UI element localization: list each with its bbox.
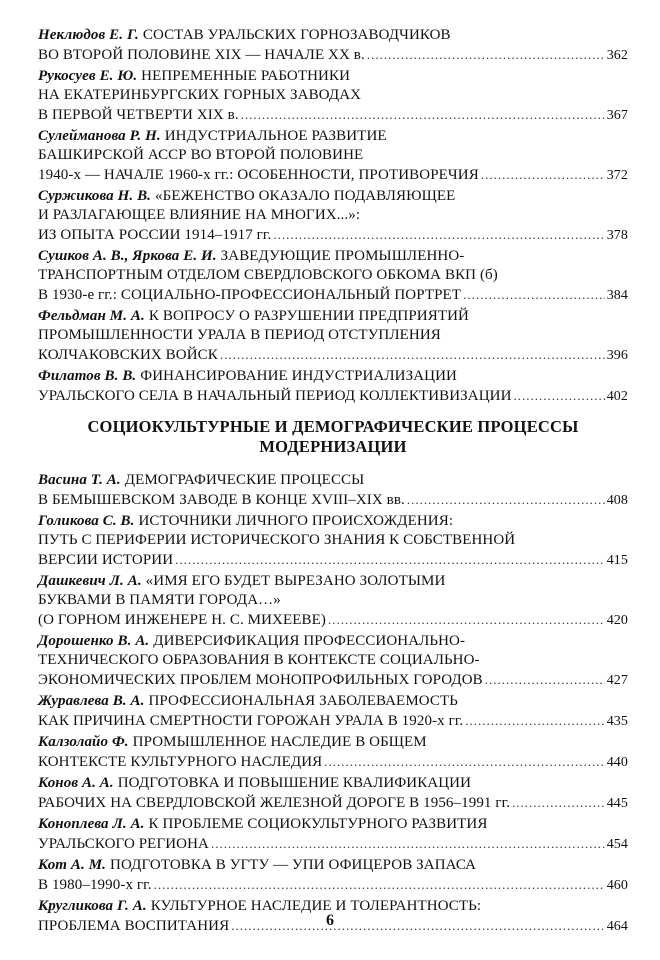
toc-entry[interactable] xyxy=(38,572,628,630)
toc-entry-line xyxy=(38,774,628,793)
dot-leader xyxy=(514,386,605,405)
entry-title-text: ТЕХНИЧЕСКОГО ОБРАЗОВАНИЯ В КОНТЕКСТЕ СОЦИАЛЬНО- xyxy=(38,652,480,668)
entry-title-text: В БЕМЫШЕВСКОМ ЗАВОДЕ В КОНЦЕ XVIII–XIX вв. xyxy=(38,492,405,508)
entry-title-text: ПУТЬ С ПЕРИФЕРИИ ИСТОРИЧЕСКОГО ЗНАНИЯ К СОБСТВЕННОЙ xyxy=(38,532,516,548)
toc-entry-line xyxy=(38,45,628,65)
toc-entry[interactable] xyxy=(38,367,628,406)
toc-entry[interactable] xyxy=(38,26,628,65)
entry-author: Коноплева Л. А. xyxy=(38,816,145,832)
entry-page-number: 454 xyxy=(606,837,628,852)
entry-title-text: И РАЗЛАГАЮЩЕЕ ВЛИЯНИЕ НА МНОГИХ...»: xyxy=(38,207,361,223)
entry-title-text: ЗАВЕДУЮЩИЕ ПРОМЫШЛЕННО- xyxy=(220,248,465,264)
entry-page-number: 445 xyxy=(606,796,628,811)
toc-entry-line xyxy=(38,875,628,895)
entry-title-text: ФИНАНСИРОВАНИЕ ИНДУСТРИАЛИЗАЦИИ xyxy=(140,368,457,384)
toc-entry-line xyxy=(38,285,628,305)
entry-author: Филатов В. В. xyxy=(38,368,137,384)
toc-entry[interactable] xyxy=(38,733,628,772)
entry-title-text: КАК ПРИЧИНА СМЕРТНОСТИ ГОРОЖАН УРАЛА В 1920-х гг. xyxy=(38,713,464,729)
dot-leader xyxy=(154,875,605,894)
entry-title-text: ИНДУСТРИАЛЬНОЕ РАЗВИТИЕ xyxy=(164,128,387,144)
toc-entry-line xyxy=(38,610,628,630)
toc-section-economic xyxy=(38,26,628,406)
toc-entry-line xyxy=(38,307,628,326)
toc-entry-line xyxy=(38,326,628,345)
entry-page-number: 420 xyxy=(606,613,628,628)
entry-title-text: БУКВАМИ В ПАМЯТИ ГОРОДА…» xyxy=(38,592,281,608)
entry-page-number: 408 xyxy=(606,493,628,508)
entry-page-number: 402 xyxy=(606,389,628,404)
toc-entry-line xyxy=(38,670,628,690)
toc-entry-line xyxy=(38,127,628,146)
toc-entry-line xyxy=(38,815,628,834)
entry-title-text: ПОДГОТОВКА В УГТУ — УПИ ОФИЦЕРОВ ЗАПАСА xyxy=(110,857,477,873)
entry-title-text: ЭКОНОМИЧЕСКИХ ПРОБЛЕМ МОНОПРОФИЛЬНЫХ ГОРОДОВ xyxy=(38,672,483,688)
dot-leader xyxy=(220,345,605,364)
toc-section-sociocultural xyxy=(38,471,628,936)
toc-entry-line xyxy=(38,146,628,165)
toc-entry-line xyxy=(38,733,628,752)
entry-author: Сушков А. В., Яркова Е. И. xyxy=(38,248,217,264)
entry-page-number: 435 xyxy=(606,714,628,729)
entry-title-text: ПРОМЫШЛЕННОЕ НАСЛЕДИЕ В ОБЩЕМ xyxy=(132,734,427,750)
dot-leader xyxy=(211,834,605,853)
toc-entry-line xyxy=(38,165,628,185)
entry-title-text: К ВОПРОСУ О РАЗРУШЕНИИ ПРЕДПРИЯТИЙ xyxy=(148,308,469,324)
toc-entry[interactable] xyxy=(38,187,628,245)
dot-leader xyxy=(273,225,604,244)
entry-author: Кот А. М. xyxy=(38,857,107,873)
toc-entry-line xyxy=(38,711,628,731)
entry-author: Фельдман М. А. xyxy=(38,308,145,324)
entry-page-number: 460 xyxy=(606,878,628,893)
dot-leader xyxy=(463,285,605,304)
toc-entry-line xyxy=(38,345,628,365)
page-number: 6 xyxy=(326,912,334,929)
entry-title-text: ВЕРСИИ ИСТОРИИ xyxy=(38,552,174,568)
entry-author: Журавлева В. А. xyxy=(38,693,145,709)
toc-entry-line xyxy=(38,550,628,570)
toc-entry[interactable] xyxy=(38,471,628,510)
entry-title-text: КОЛЧАКОВСКИХ ВОЙСК xyxy=(38,347,218,363)
entry-page-number: 464 xyxy=(606,919,628,934)
entry-title-text: «БЕЖЕНСТВО ОКАЗАЛО ПОДАВЛЯЮЩЕЕ xyxy=(155,188,456,204)
toc-entry-line xyxy=(38,225,628,245)
toc-entry-line xyxy=(38,572,628,591)
dot-leader xyxy=(241,105,605,124)
toc-entry-line xyxy=(38,266,628,285)
toc-entry-line xyxy=(38,471,628,490)
entry-author: Неклюдов Е. Г. xyxy=(38,27,139,43)
toc-entry-line xyxy=(38,367,628,386)
entry-title-text: «ИМЯ ЕГО БУДЕТ ВЫРЕЗАНО ЗОЛОТЫМИ xyxy=(145,573,446,589)
entry-author: Голикова С. В. xyxy=(38,513,135,529)
dot-leader xyxy=(465,711,604,730)
entry-title-text: НА ЕКАТЕРИНБУРГСКИХ ГОРНЫХ ЗАВОДАХ xyxy=(38,87,362,103)
entry-author: Кругликова Г. А. xyxy=(38,898,147,914)
entry-title-text: ДЕМОГРАФИЧЕСКИЕ ПРОЦЕССЫ xyxy=(124,472,365,488)
entry-title-text: УРАЛЬСКОГО СЕЛА В НАЧАЛЬНЫЙ ПЕРИОД КОЛЛЕКТИВИЗАЦИИ xyxy=(38,388,512,404)
entry-title-text: ИЗ ОПЫТА РОССИИ 1914–1917 гг. xyxy=(38,227,272,243)
table-of-contents xyxy=(38,26,628,938)
entry-page-number: 427 xyxy=(606,673,628,688)
dot-leader xyxy=(485,670,605,689)
entry-title-text: СОСТАВ УРАЛЬСКИХ ГОРНОЗАВОДЧИКОВ xyxy=(142,27,451,43)
toc-entry[interactable] xyxy=(38,774,628,813)
entry-title-text: НЕПРЕМЕННЫЕ РАБОТНИКИ xyxy=(141,68,351,84)
entry-title-text: БАШКИРСКОЙ АССР ВО ВТОРОЙ ПОЛОВИНЕ xyxy=(38,147,364,163)
entry-title-text: В 1930-е гг.: СОЦИАЛЬНО-ПРОФЕССИОНАЛЬНЫЙ ПОРТРЕТ xyxy=(38,287,462,303)
entry-title-text: ТРАНСПОРТНЫМ ОТДЕЛОМ СВЕРДЛОВСКОГО ОБКОМА ВКП (б) xyxy=(38,267,498,283)
entry-title-text: ПРОМЫШЛЕННОСТИ УРАЛА В ПЕРИОД ОТСТУПЛЕНИЯ xyxy=(38,327,441,343)
toc-entry[interactable] xyxy=(38,67,628,125)
entry-title-text: 1940-х — НАЧАЛЕ 1960-х гг.: ОСОБЕННОСТИ, ПРОТИВОРЕЧИЯ xyxy=(38,167,479,183)
entry-author: Васина Т. А. xyxy=(38,472,121,488)
section-title: СОЦИОКУЛЬТУРНЫЕ И ДЕМОГРАФИЧЕСКИЕ ПРОЦЕССЫ МОДЕРНИЗАЦИИ xyxy=(87,417,579,456)
dot-leader xyxy=(407,490,605,509)
toc-entry-line xyxy=(38,834,628,854)
toc-entry-line xyxy=(38,86,628,105)
entry-page-number: 362 xyxy=(606,48,628,63)
entry-title-text: ИСТОЧНИКИ ЛИЧНОГО ПРОИСХОЖДЕНИЯ: xyxy=(138,513,454,529)
entry-page-number: 378 xyxy=(606,228,628,243)
toc-entry[interactable] xyxy=(38,692,628,731)
entry-page-number: 396 xyxy=(606,348,628,363)
entry-title-text: ПОДГОТОВКА И ПОВЫШЕНИЕ КВАЛИФИКАЦИИ xyxy=(117,775,472,791)
toc-entry-line xyxy=(38,632,628,651)
toc-entry-line xyxy=(38,856,628,875)
toc-entry-line xyxy=(38,793,628,813)
toc-entry-line xyxy=(38,531,628,550)
entry-title-text: ПРОФЕССИОНАЛЬНАЯ ЗАБОЛЕВАЕМОСТЬ xyxy=(148,693,458,709)
toc-entry-line xyxy=(38,651,628,670)
toc-entry-line xyxy=(38,752,628,772)
entry-author: Калзолайо Ф. xyxy=(38,734,129,750)
entry-title-text: К ПРОБЛЕМЕ СОЦИОКУЛЬТУРНОГО РАЗВИТИЯ xyxy=(148,816,488,832)
entry-page-number: 440 xyxy=(606,755,628,770)
toc-entry-line xyxy=(38,105,628,125)
entry-title-text: УРАЛЬСКОГО РЕГИОНА xyxy=(38,836,209,852)
entry-author: Дашкевич Л. А. xyxy=(38,573,142,589)
toc-entry-line xyxy=(38,26,628,45)
toc-entry[interactable] xyxy=(38,247,628,305)
toc-entry[interactable] xyxy=(38,307,628,365)
dot-leader xyxy=(367,45,605,64)
toc-entry-line xyxy=(38,386,628,406)
entry-title-text: КОНТЕКСТЕ КУЛЬТУРНОГО НАСЛЕДИЯ xyxy=(38,754,323,770)
entry-title-text: (О ГОРНОМ ИНЖЕНЕРЕ Н. С. МИХЕЕВЕ) xyxy=(38,612,326,628)
toc-entry[interactable] xyxy=(38,632,628,690)
dot-leader xyxy=(512,793,605,812)
toc-entry[interactable] xyxy=(38,856,628,895)
toc-entry[interactable] xyxy=(38,127,628,185)
entry-title-text: В ПЕРВОЙ ЧЕТВЕРТИ XIX в. xyxy=(38,107,239,123)
entry-title-text: ПРОБЛЕМА ВОСПИТАНИЯ xyxy=(38,918,230,934)
entry-title-text: КУЛЬТУРНОЕ НАСЛЕДИЕ И ТОЛЕРАНТНОСТЬ: xyxy=(150,898,482,914)
toc-entry-line xyxy=(38,206,628,225)
toc-entry-line xyxy=(38,67,628,86)
dot-leader xyxy=(328,610,605,629)
entry-title-text: РАБОЧИХ НА СВЕРДЛОВСКОЙ ЖЕЛЕЗНОЙ ДОРОГЕ В 1956–1991 гг. xyxy=(38,795,511,811)
dot-leader xyxy=(324,752,604,771)
entry-author: Сулейманова Р. Н. xyxy=(38,128,161,144)
entry-author: Конов А. А. xyxy=(38,775,114,791)
toc-entry[interactable] xyxy=(38,512,628,570)
toc-entry-line xyxy=(38,591,628,610)
toc-entry-line xyxy=(38,187,628,206)
entry-page-number: 415 xyxy=(606,553,628,568)
dot-leader xyxy=(481,165,605,184)
entry-author: Рукосуев Е. Ю. xyxy=(38,68,138,84)
toc-entry-line xyxy=(38,692,628,711)
toc-entry-line xyxy=(38,490,628,510)
toc-entry[interactable] xyxy=(38,815,628,854)
dot-leader xyxy=(175,550,605,569)
entry-author: Суржикова Н. В. xyxy=(38,188,152,204)
toc-entry-line xyxy=(38,247,628,266)
entry-author: Дорошенко В. А. xyxy=(38,633,150,649)
entry-title-text: ВО ВТОРОЙ ПОЛОВИНЕ XIX — НАЧАЛЕ XX в. xyxy=(38,47,365,63)
entry-title-text: В 1980–1990-х гг. xyxy=(38,877,152,893)
entry-page-number: 372 xyxy=(606,168,628,183)
toc-entry-line xyxy=(38,512,628,531)
entry-page-number: 384 xyxy=(606,288,628,303)
entry-title-text: ДИВЕРСИФИКАЦИЯ ПРОФЕССИОНАЛЬНО- xyxy=(153,633,466,649)
entry-page-number: 367 xyxy=(606,108,628,123)
